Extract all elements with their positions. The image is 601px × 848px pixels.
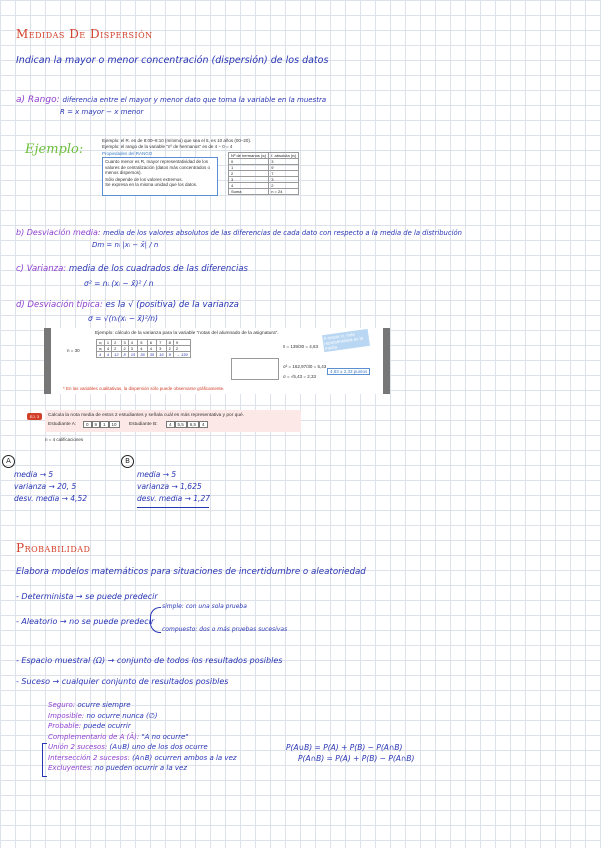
siblings-header-x: Nº de hermanos (xᵢ): [229, 153, 269, 159]
student-b-grades: [166, 421, 208, 428]
suceso-type-desc: no ocurre nunca (∅): [86, 711, 158, 720]
answer-b-deviation: desv. media → 1,27: [137, 494, 209, 508]
suceso-type-item: [48, 753, 237, 764]
simple-line: simple: con una sola prueba: [162, 603, 247, 610]
suceso-type-desc: "A no ocurre": [141, 732, 189, 741]
variance-cell: 6: [147, 340, 156, 346]
siblings-cell: 1: [229, 165, 269, 171]
grade-cell: 4: [166, 421, 175, 428]
variance-mean: x̄ = 139/30 = 4,63: [283, 344, 319, 349]
suceso-type-item: [48, 732, 237, 743]
siblings-header-n: f. absoluta (nᵢ): [269, 153, 299, 159]
aleatorio-brace: [150, 607, 161, 633]
answer-b-mean: media → 5: [137, 470, 177, 479]
variance-formula: σ² = nᵢ (xᵢ − x̄)² / n: [84, 279, 154, 288]
variance-text: media de los cuadrados de las diferencias: [68, 264, 248, 274]
example-label: Ejemplo:: [25, 142, 84, 157]
variance-cell: 9: [173, 340, 190, 346]
dispersion-intro: Indican la mayor o menor concentración (dispersión) de los datos: [16, 55, 329, 66]
grade-cell: 1: [100, 421, 109, 428]
variance-cell: 3: [128, 346, 137, 352]
example-line-2: Ejemplo: el rango de la variable "nº de hermanos" es de 4 − 0 = 4: [102, 144, 233, 149]
suceso-type-desc: (A∪B) uno de los dos ocurre: [109, 743, 208, 751]
mean-deviation-formula: Dm = nᵢ |xᵢ − x̄| / n: [92, 241, 159, 249]
example-line-1: Ejemplo: el R. en de 8:00–8:10 (mínimo) que sea el 5, es 10 años (00–20).: [102, 138, 252, 143]
suceso-type-desc: (A∩B) ocurren ambos a la vez: [132, 753, 237, 762]
answer-a-variance: varianza → 20, 5: [14, 482, 77, 491]
variance-interval: 4,63 ± 2,33 puntos: [327, 368, 370, 375]
exercise-n-note: n = 4 calificaciones: [45, 437, 84, 442]
suceso-type-name: Unión 2 sucesos:: [48, 743, 108, 751]
grade-cell: 10: [109, 421, 120, 428]
grade-cell: 9: [92, 421, 101, 428]
range-property-3: Se expresa en la misma unidad que los datos.: [105, 182, 198, 187]
answer-a-tag: A: [2, 455, 15, 468]
variance-hw-cell: 4: [104, 352, 111, 358]
variance-cell: 2: [166, 346, 173, 352]
suceso-type-name: Imposible:: [48, 711, 85, 720]
variance-cell: 4: [147, 346, 156, 352]
suceso-type-desc: ocurre siempre: [77, 701, 131, 709]
variance-cell: 4: [138, 346, 147, 352]
variance-hw-cell: 35: [147, 352, 156, 358]
siblings-cell: 3: [269, 177, 299, 183]
variance-hw-cell: 15: [128, 352, 137, 358]
variance-hw-cell: 4: [97, 352, 105, 358]
range-property-1: Cuanto menor es R, mayor representatividad de los valores de centralización (datos más concentrados o menos dispersos).: [105, 159, 211, 175]
grade-cell: 4: [199, 421, 208, 428]
variance-cell: 2: [121, 346, 128, 352]
variance-hw-cell: 12: [112, 352, 121, 358]
std-deviation-label: d) Desviación típica:: [16, 300, 103, 310]
variance-cell: 3: [121, 340, 128, 346]
student-a-grades: [83, 421, 120, 428]
determinista-line: - Determinista → se puede predecir: [16, 592, 158, 601]
grade-cell: 0: [83, 421, 92, 428]
suceso-type-item: [48, 721, 237, 732]
suceso-type-item: [48, 711, 237, 722]
variance-cell: 4: [128, 340, 137, 346]
siblings-table: [228, 152, 299, 195]
suceso-type-desc: puede ocurrir: [83, 722, 131, 730]
suceso-type-name: Seguro:: [48, 701, 76, 709]
answer-a-deviation: desv. media → 4,52: [14, 494, 87, 503]
exercise-box: [45, 410, 301, 432]
variance-example-card: [44, 328, 390, 394]
siblings-cell: 9: [269, 165, 299, 171]
variance-definition: [16, 264, 248, 274]
suceso-type-name: Excluyentes:: [48, 764, 93, 772]
intersection-formula: P(A∩B) = P(A) + P(B) − P(A∩B): [298, 754, 415, 763]
aleatorio-line: - Aleatorio → no se puede predecir: [16, 617, 155, 626]
suceso-type-item: [48, 763, 237, 774]
variance-footnote: * En las variables cualitativas, la dispersión sólo puede observarse gráficamente.: [63, 386, 225, 391]
variance-hw-cell: 16: [157, 352, 166, 358]
siblings-cell: 2: [229, 171, 269, 177]
suceso-line: - Suceso → cualquier conjunto de resultados posibles: [16, 677, 229, 686]
variance-value: σ² = 162,97/30 = 5,43: [283, 364, 327, 369]
variance-card-title: Ejemplo: cálculo de la varianza para la variable "notas del alumnado de la asignatura".: [95, 331, 279, 336]
student-b-label: Estudiante B:: [129, 422, 158, 427]
probability-intro: Elabora modelos matemáticos para situaciones de incertidumbre o aleatoriedad: [16, 567, 366, 577]
variance-label: c) Varianza:: [16, 264, 67, 274]
variance-blank-box: [231, 358, 279, 380]
variance-hw-cell: → 139: [173, 352, 190, 358]
variance-cell: 4: [104, 346, 111, 352]
variance-hw-cell: 36: [138, 352, 147, 358]
exercise-badge: EJ. 3: [27, 413, 42, 420]
siblings-cell: 0: [229, 159, 269, 165]
variance-cell: 7: [157, 340, 166, 346]
siblings-cell: n = 24: [269, 189, 299, 195]
std-deviation-definition: [16, 300, 239, 310]
range-definition: [16, 95, 326, 105]
siblings-cell: 2: [269, 183, 299, 189]
range-properties-box: [102, 157, 218, 196]
variance-hw-cell: 9: [166, 352, 173, 358]
grade-cell: 6,5: [187, 421, 199, 428]
variance-cell: 5: [138, 340, 147, 346]
range-label: a) Rango:: [16, 95, 60, 105]
dispersion-title: Medidas De Dispersión: [16, 27, 153, 41]
suceso-type-item: [48, 700, 237, 711]
suceso-type-name: Probable:: [48, 722, 82, 730]
range-properties-heading: Propiedades del RANGO: [102, 151, 153, 156]
variance-cell: nᵢ: [97, 346, 105, 352]
answer-b-variance: varianza → 1,625: [137, 482, 202, 491]
range-property-2: Sólo depende de los valores extremos.: [105, 176, 183, 182]
variance-cell: 2: [112, 340, 121, 346]
siblings-cell: 4: [229, 183, 269, 189]
variance-cell: 8: [166, 340, 173, 346]
siblings-cell: 7: [269, 171, 299, 177]
variance-cell: 1: [104, 340, 111, 346]
answer-b-tag: B: [121, 455, 134, 468]
student-a-label: Estudiante A:: [48, 422, 77, 427]
range-formula: R = x mayor − x menor: [60, 108, 144, 116]
exercise-text: Calcula la nota media de estos 2 estudiantes y señala cuál es más representativa y por qué.: [48, 413, 244, 418]
mean-deviation-text: media de los valores absolutos de las diferencias de cada dato con respecto a la media de la distribución: [103, 229, 462, 237]
probability-title: Probabilidad: [16, 541, 91, 555]
std-deviation-text: es la √ (positiva) de la varianza: [105, 300, 239, 310]
answer-a-mean: media → 5: [14, 470, 54, 479]
mean-deviation-definition: [16, 228, 462, 237]
espacio-muestral-line: - Espacio muestral (Ω) → conjunto de todos los resultados posibles: [16, 656, 283, 665]
variance-n-label: n = 30: [67, 348, 80, 353]
range-text: diferencia entre el mayor y menor dato que toma la variable en la muestra: [62, 96, 327, 104]
variance-cell: 2: [112, 346, 121, 352]
suceso-type-name: Complementario de A (Ā):: [48, 732, 140, 741]
grade-cell: 5,5: [175, 421, 187, 428]
mean-deviation-label: b) Desviación media:: [16, 228, 101, 237]
siblings-cell: 3: [269, 159, 299, 165]
siblings-cell: Suma: [229, 189, 269, 195]
suceso-types-list: [48, 700, 237, 774]
union-intersection-bracket: [42, 743, 47, 777]
union-formula: P(A∪B) = P(A) + P(B) − P(A∩B): [286, 743, 403, 752]
siblings-cell: 3: [229, 177, 269, 183]
variance-cell: xᵢ: [97, 340, 105, 346]
std-value: σ = √5,43 = 2,33: [283, 374, 317, 379]
compuesto-line: compuesto: dos o más pruebas sucesivas: [162, 626, 288, 633]
variance-note-sticker: A mayor σ, más representativa es la media: [322, 329, 370, 352]
suceso-type-item: [48, 742, 237, 753]
suceso-type-desc: no pueden ocurrir a la vez: [94, 764, 187, 772]
variance-hw-cell: 8: [121, 352, 128, 358]
std-deviation-formula: σ = √(nᵢ(xᵢ − x̄)²/n): [88, 314, 158, 323]
suceso-type-name: Intersección 2 sucesos:: [48, 753, 130, 762]
variance-table: [96, 339, 191, 358]
variance-cell: 3: [157, 346, 166, 352]
variance-cell: 2: [173, 346, 190, 352]
